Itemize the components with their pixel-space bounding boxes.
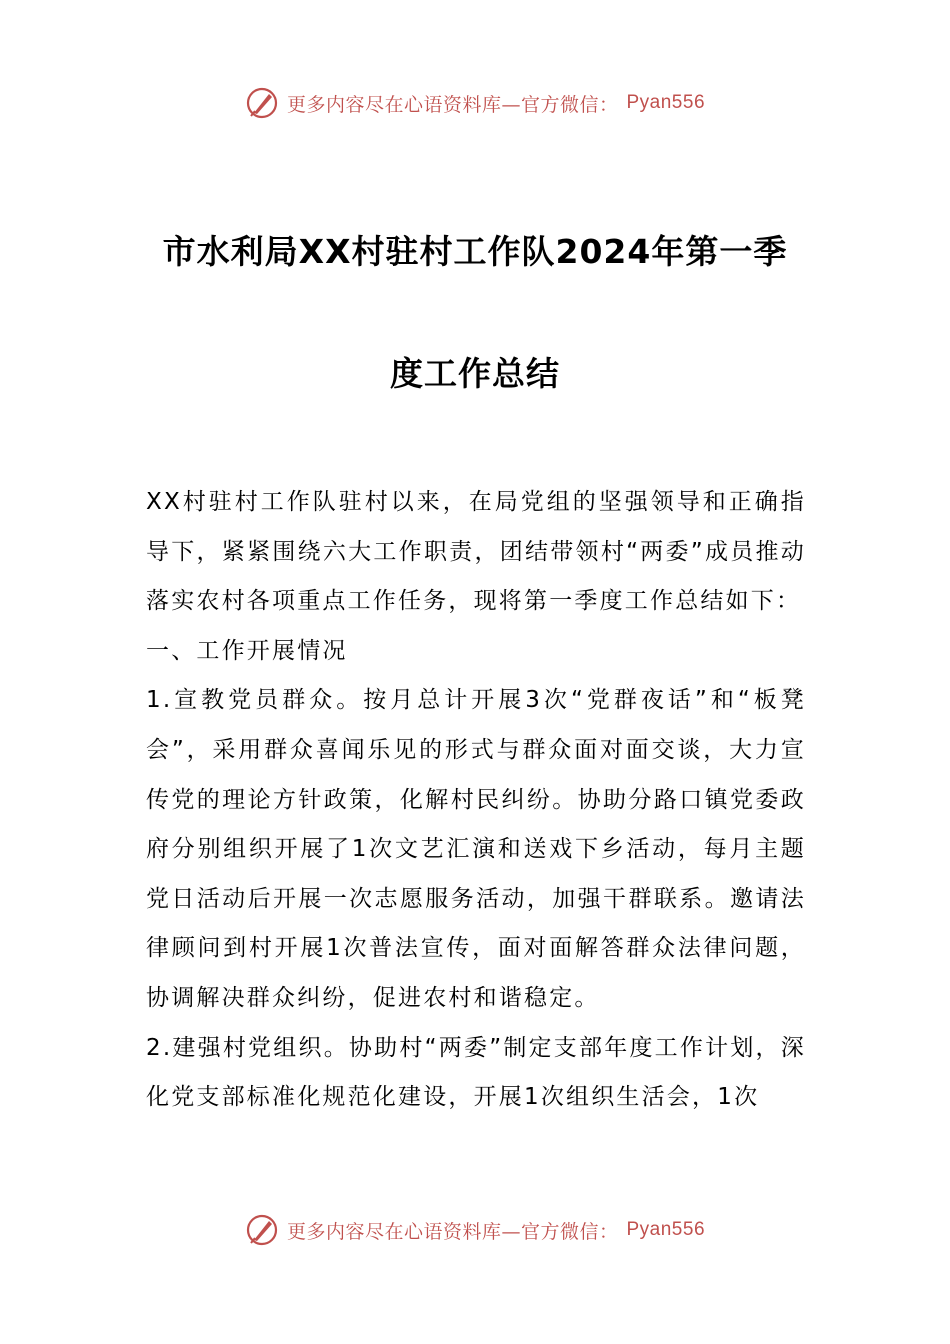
quill-pen-logo-icon: [245, 1213, 279, 1247]
header-banner: [0, 86, 950, 120]
banner-text: 更多内容尽在心语资料库—官方微信：: [286, 93, 619, 116]
footer-banner: [0, 1213, 950, 1247]
document-body: [146, 478, 806, 1123]
banner-text: 更多内容尽在心语资料库—官方微信：: [286, 1220, 619, 1243]
quill-pen-logo-icon: [245, 86, 279, 120]
banner-wechat-handle: Pyan556: [626, 1219, 706, 1240]
document-title-line-2: 度工作总结: [390, 354, 560, 393]
paragraph-item-2: 2.建强村党组织。协助村“两委”制定支部年度工作计划，深化党支部标准化规范化建设，开展1次组织生活会，1次: [146, 1034, 806, 1111]
paragraph-item-1: 1.宣教党员群众。按月总计开展3次“党群夜话”和“板凳会”，采用群众喜闻乐见的形式与群众面对面交谈，大力宣传党的理论方针政策，化解村民纠纷。协助分路口镇党委政府分别组织开展了1次文艺汇演和送戏下乡活动，每月主题党日活动后开展一次志愿服务活动，加强干群联系。邀请法律顾问到村开展1次普法宣传，面对面解答群众法律问题，协调解决群众纠纷，促进农村和谐稳定。: [146, 687, 806, 1011]
document-title-line-1: 市水利局XX村驻村工作队2024年第一季: [162, 232, 788, 271]
intro-paragraph: XX村驻村工作队驻村以来，在局党组的坚强领导和正确指导下，紧紧围绕六大工作职责，团结带领村“两委”成员推动落实农村各项重点工作任务，现将第一季度工作总结如下：: [146, 489, 806, 615]
section-heading: 一、工作开展情况: [146, 637, 348, 664]
banner-wechat-handle: Pyan556: [626, 92, 706, 113]
